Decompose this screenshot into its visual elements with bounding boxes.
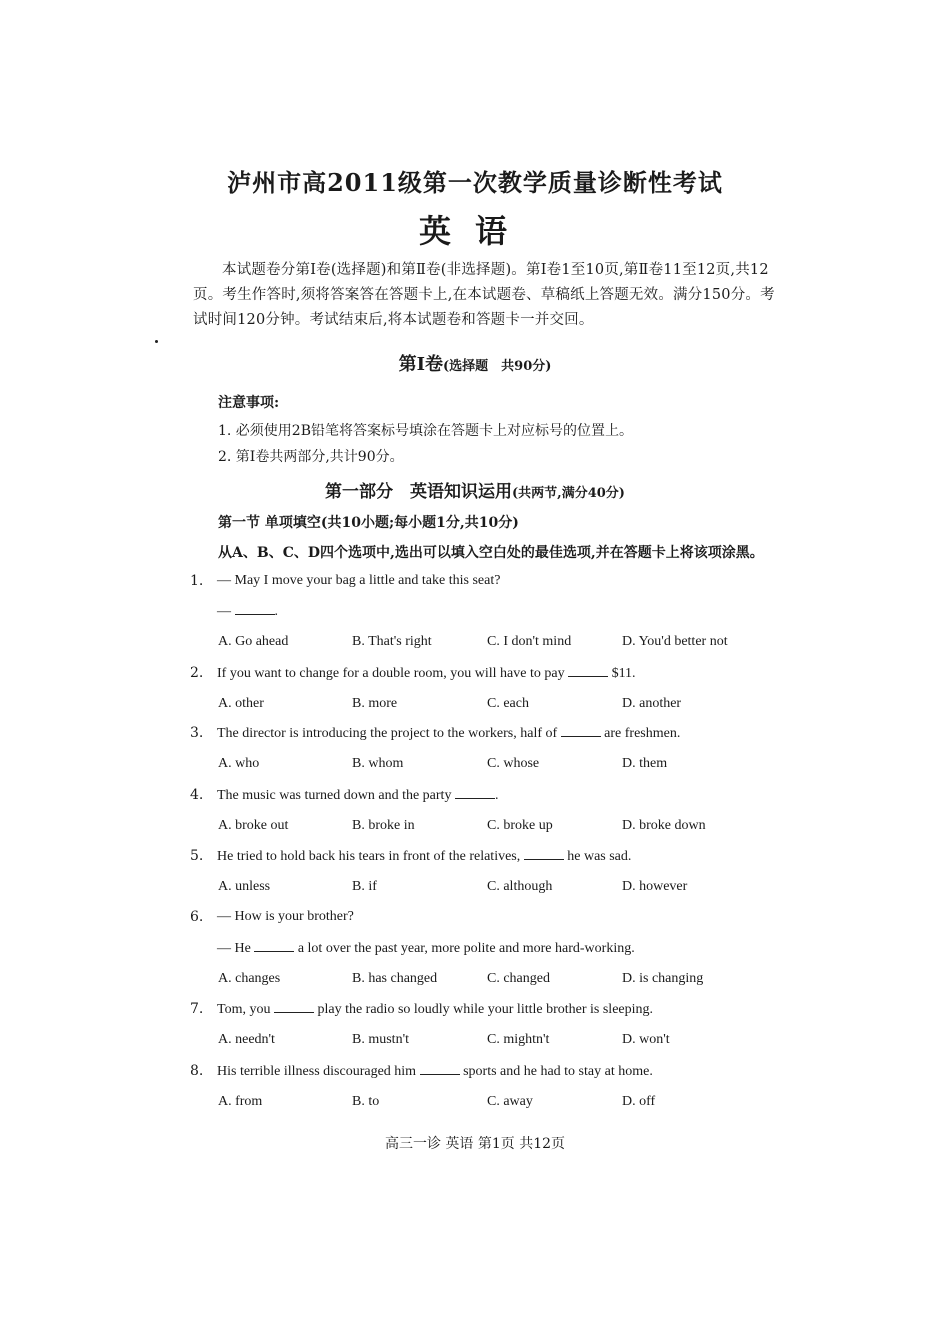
section-line: 第一节 单项填空(共10小题;每小题1分,共10分) <box>218 515 519 531</box>
answer-option: D. another <box>622 696 682 711</box>
question-number: 3. <box>190 725 204 741</box>
answer-option: A. changes <box>218 971 281 986</box>
answer-option: B. to <box>352 1094 380 1109</box>
answer-option: A. other <box>218 696 264 711</box>
answer-option: A. who <box>218 756 260 771</box>
answer-blank <box>254 940 294 952</box>
section-1-title: 第Ⅰ卷 <box>398 354 443 375</box>
answer-option: C. I don't mind <box>487 634 572 649</box>
question-text: Tom, you play the radio so loudly while your little brother is sleeping. <box>217 1002 654 1017</box>
note-item: 1. 必须使用2B铅笔将答案标号填涂在答题卡上对应标号的位置上。 <box>218 423 634 439</box>
section-1-note: (选择题 共90分) <box>443 359 552 374</box>
answer-option: C. although <box>487 879 553 894</box>
answer-option: A. from <box>218 1094 263 1109</box>
question-number: 6. <box>190 909 204 925</box>
instruction-text: 从A、B、C、D四个选项中,选出可以填入空白处的最佳选项,并在答题卡上将该项涂黑。 <box>218 545 764 561</box>
exam-title: 泸州市高2011级第一次教学质量诊断性考试 <box>227 168 723 197</box>
note-item: 2. 第Ⅰ卷共两部分,共计90分。 <box>218 449 404 465</box>
answer-option: B. whom <box>352 756 404 771</box>
answer-option: B. broke in <box>352 818 415 833</box>
answer-option: B. more <box>352 696 398 711</box>
answer-option: B. has changed <box>352 971 438 986</box>
answer-blank <box>420 1063 460 1075</box>
answer-blank <box>235 603 275 615</box>
answer-blank <box>455 787 495 799</box>
answer-blank <box>274 1001 314 1013</box>
answer-option: C. whose <box>487 756 540 771</box>
question-text: — How is your brother? <box>217 909 354 924</box>
answer-option: D. You'd better not <box>622 634 728 649</box>
part-1-note: (共两节,满分40分) <box>512 486 625 501</box>
question-number: 8. <box>190 1063 204 1079</box>
question-response-line: — . <box>217 604 278 619</box>
answer-option: A. Go ahead <box>218 634 289 649</box>
answer-option: C. mightn't <box>487 1032 550 1047</box>
answer-option: C. each <box>487 696 529 711</box>
question-number: 7. <box>190 1001 204 1017</box>
answer-option: B. mustn't <box>352 1032 409 1047</box>
question-number: 5. <box>190 848 204 864</box>
answer-option: D. broke down <box>622 818 706 833</box>
answer-blank <box>524 848 564 860</box>
answer-blank <box>568 665 608 677</box>
speck-mark <box>155 340 158 343</box>
part-1-title: 第一部分 英语知识运用 <box>325 482 513 502</box>
answer-option: A. broke out <box>218 818 289 833</box>
question-number: 2. <box>190 665 204 681</box>
answer-option: D. off <box>622 1094 656 1109</box>
section-1-heading <box>0 350 950 376</box>
answer-option: A. unless <box>218 879 271 894</box>
part-1-heading <box>0 477 950 502</box>
page-footer: 高三一诊 英语 第1页 共12页 <box>384 1136 566 1152</box>
answer-option: D. won't <box>622 1032 670 1047</box>
answer-blank <box>561 725 601 737</box>
question-text: — May I move your bag a little and take this seat? <box>217 573 501 588</box>
answer-option: A. needn't <box>218 1032 275 1047</box>
question-text: If you want to change for a double room, you will have to pay $11. <box>217 666 636 681</box>
subject-heading: 英语 <box>418 212 531 250</box>
question-response-line: — He a lot over the past year, more polite and more hard-working. <box>217 941 635 956</box>
answer-option: D. however <box>622 879 688 894</box>
answer-option: C. away <box>487 1094 533 1109</box>
answer-option: C. changed <box>487 971 550 986</box>
answer-option: C. broke up <box>487 818 553 833</box>
question-number: 1. <box>190 573 204 589</box>
question-text: He tried to hold back his tears in front of the relatives, he was sad. <box>217 849 632 864</box>
question-text: The director is introducing the project to the workers, half of are freshmen. <box>217 726 681 741</box>
answer-option: D. them <box>622 756 668 771</box>
answer-option: B. if <box>352 879 377 894</box>
question-number: 4. <box>190 787 204 803</box>
notes-heading: 注意事项: <box>218 395 280 411</box>
question-text: His terrible illness discouraged him sports and he had to stay at home. <box>217 1064 653 1079</box>
answer-option: B. That's right <box>352 634 432 649</box>
question-text: The music was turned down and the party . <box>217 788 499 803</box>
exam-intro: 本试题卷分第Ⅰ卷(选择题)和第Ⅱ卷(非选择题)。第Ⅰ卷1至10页,第Ⅱ卷11至12页,共12页。考生作答时,须将答案答在答题卡上,在本试题卷、草稿纸上答题无效。满分150分。考试时间120分钟。考试结束后,将本试题卷和答题卡一并交回。 <box>193 262 775 328</box>
answer-option: D. is changing <box>622 971 704 986</box>
